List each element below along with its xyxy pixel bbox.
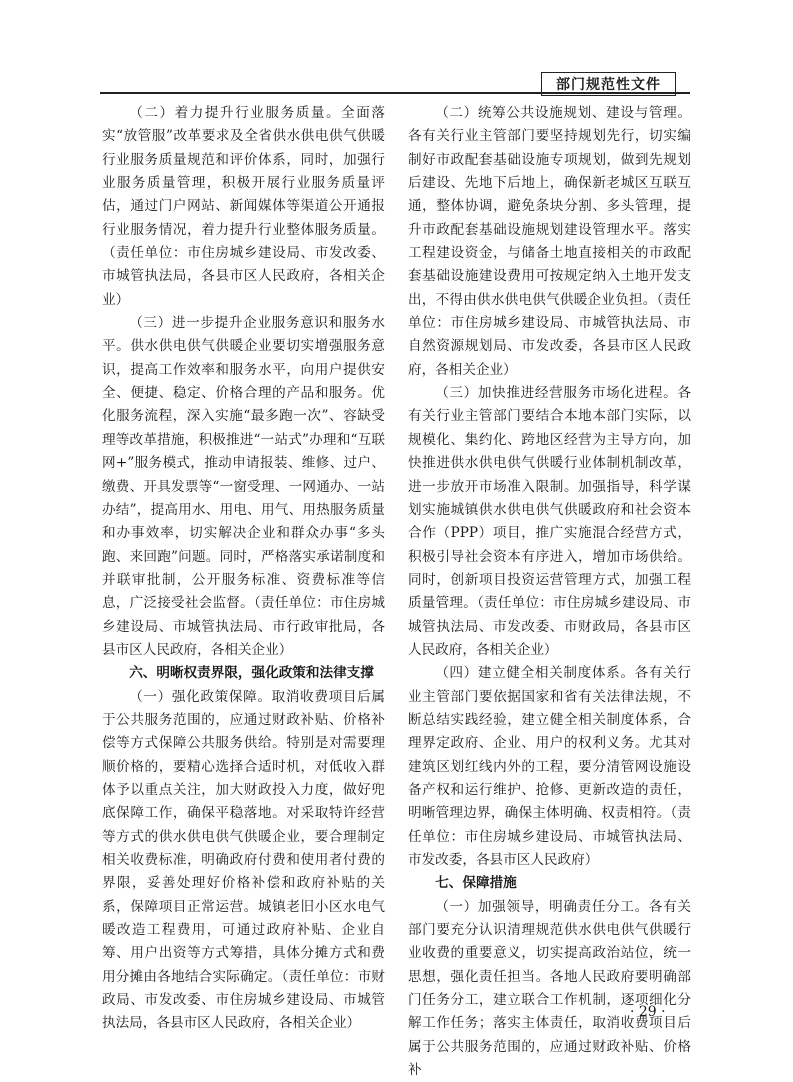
section-label: 部门规范性文件 [541,72,676,96]
paragraph: （三）加快推进经营服务市场化进程。各有关行业主管部门要结合本地本部门实际，以规模化、集约化、跨地区经营为主导方向，加快推进供水供电供气供暖行业体制机制改革，进一步放开市场准入限制。加强指导，科学谋划实施城镇供水供电供气供暖政府和社会资本合作（PPP）项目，推广实施混合经营方式，积极引导社会资本有序进入，增加市场供给。同时，创新项目投资运营管理方式，加强工程质量管理。（责任单位：市住房城乡建设局、市城管执法局、市发改委、市财政局，各县市区人民政府，各相关企业） [408,385,691,658]
paragraph: （二）着力提升行业服务质量。全面落实“放管服”改革要求及全省供水供电供气供暖行业服务质量规范和评价体系，同时，加强行业服务质量管理，积极开展行业服务质量评估，通过门户网站、新闻媒体等渠道公开通报行业服务情况，着力提升行业整体服务质量。（责任单位：市住房城乡建设局、市发改委、市城管执法局，各县市区人民政府，各相关企业） [102,105,385,308]
left-column [102,102,385,1036]
right-column [408,102,691,1082]
section-heading: 六、明晰权责界限，强化政策和法律支撑 [129,665,374,682]
header-rule [100,92,690,94]
paragraph: （一）强化政策保障。取消收费项目后属于公共服务范围的，应通过财政补贴、价格补偿等方式保障公共服务供给。特别是对需要理顺价格的，要精心选择合适时机，对低收入群体予以重点关注，加大财政投入力度，做好兜底保障工作，确保平稳落地。对采取特许经营等方式的供水供电供气供暖企业，要合理制定相关收费标准，明确政府付费和使用者付费的界限，妥善处理好价格补偿和政府补贴的关系，保障项目正常运营。城镇老旧小区水电气暖改造工程费用，可通过政府补贴、企业自筹、用户出资等方式筹措，具体分摊方式和费用分摊由各地结合实际确定。（责任单位：市财政局、市发改委、市住房城乡建设局、市城管执法局，各县市区人民政府，各相关企业） [102,688,385,1032]
page-number: · 29 · [630,1004,666,1020]
paragraph: （一）加强领导，明确责任分工。各有关部门要充分认识清理规范供水供电供气供暖行业收费的重要意义，切实提高政治站位，统一思想，强化责任担当。各地人民政府要明确部门任务分工，建立联合工作机制，逐项细化分解工作任务；落实主体责任，取消收费项目后属于公共服务范围的，应通过财政补贴、价格补 [408,898,691,1079]
section-heading: 七、保障措施 [435,875,517,892]
paragraph: （二）统筹公共设施规划、建设与管理。各有关行业主管部门要坚持规划先行，切实编制好市政配套基础设施专项规划，做到先规划后建设、先地下后地上，确保新老城区互联互通，整体协调，避免条块分割、多头管理，提升市政配套基础设施规划建设管理水平。落实工程建设资金，与储备土地直接相关的市政配套基础设施建设费用可按规定纳入土地开发支出，不得由供水供电供气供暖企业负担。（责任单位：市住房城乡建设局、市城管执法局、市自然资源规划局、市发改委，各县市区人民政府，各相关企业） [408,105,691,378]
paragraph: （三）进一步提升企业服务意识和服务水平。供水供电供气供暖企业要切实增强服务意识，提高工作效率和服务水平，向用户提供安全、便捷、稳定、价格合理的产品和服务。优化服务流程，深入实施“最多跑一次”、容缺受理等改革措施，积极推进“一站式”办理和“互联网+”服务模式，推动申请报装、维修、过户、缴费、开具发票等“一窗受理、一网通办、一站办结”，提高用水、用电、用气、用热服务质量和办事效率，切实解决企业和群众办事“多头跑、来回跑”问题。同时，严格落实承诺制度和并联审批制，公开服务标准、资费标准等信息，广泛接受社会监督。（责任单位：市住房城乡建设局、市城管执法局、市行政审批局，各县市区人民政府，各相关企业） [102,315,385,658]
paragraph: （四）建立健全相关制度体系。各有关行业主管部门要依据国家和省有关法律法规，不断总结实践经验，建立健全相关制度体系，合理界定政府、企业、用户的权利义务。尤其对建筑区划红线内外的工程，要分清管网设施设备产权和运行维护、抢修、更新改造的责任，明晰管理边界，确保主体明确、权责相符。（责任单位：市住房城乡建设局、市城管执法局、市发改委，各县市区人民政府） [408,665,691,868]
